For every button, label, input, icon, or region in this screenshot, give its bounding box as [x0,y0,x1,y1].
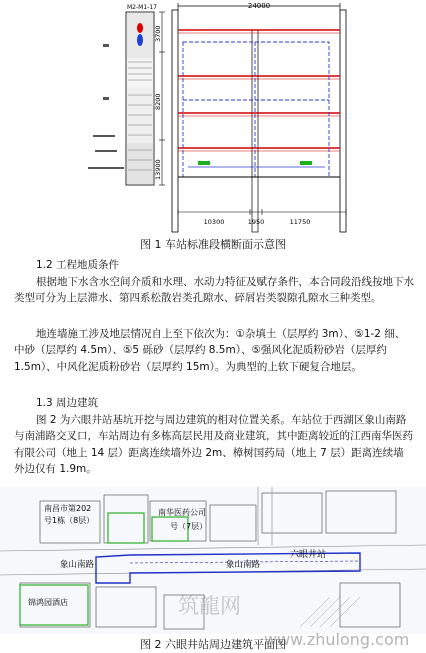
road-label-2: 象山南路 [226,560,261,570]
station-label: 六眼井站 [290,550,327,560]
section-1-2-para2: 地连墙施工涉及地层情况自上至下依次为：①杂填土（层厚约 3m）、⑤1-2 细、中砂（层厚约 4.5m）、⑤5 砾砂（层厚约 8.5m）、⑤强风化泥质粉砂岩（层厚约 1.5m）、中风化泥质粉砂岩（层厚约 15m）。为典型的上软下硬复合地层。 [14,328,406,373]
figure1-caption: 图 1 车站标准段横断面示意图 [140,238,286,251]
bldg-label-1: 南昌市第202 [44,504,92,513]
bottom-dim-3: 11750 [289,218,311,226]
top-dimension: 24000 [247,2,271,10]
section-1-2-heading: 1.2 工程地质条件 [36,259,120,271]
watermark: 筑龍网 [178,594,241,618]
watermark-url: www.zhulong.com [264,630,410,649]
bldg-label-3: 南华医药公司 [158,508,206,517]
bottom-dim-1: 10300 [203,218,225,226]
bldg-label-4: 号（7层） [170,522,208,531]
left-dim-2: 8200 [154,93,162,110]
bldg-label-2: 号1栋（8层） [44,516,95,525]
figure1-cross-section-drawing [0,0,426,235]
column-label: M2-M1-17 [127,4,157,11]
section-1-3-heading: 1.3 周边建筑 [36,397,99,409]
figure2-caption: 图 2 六眼井站周边建筑平面图 [140,638,286,651]
section-1-2-para1: 根据地下水含水空间介质和水理、水动力特征及赋存条件，本合同段沿线按地下水类型可分为上层滞水、第四系松散岩类孔隙水、碎屑岩类裂隙孔隙水三种类型。 [14,276,414,305]
left-dim-1: 3700 [154,25,162,42]
section-1-3-para1: 图 2 为六眼井站基坑开挖与周边建筑的相对位置关系。车站位于西湖区象山南路与南浦路交叉口，车站周边有多栋高层民用及商业建筑，其中距离较近的江西南华医药有限公司（地上 14 层）距离连续墙外边 2m、樟树国药局（地上 7 层）距离连续墙外边仅有 1.9m。 [14,414,413,476]
bottom-dim-2: 1950 [247,218,265,226]
road-label-1: 象山南路 [60,560,95,570]
bldg-label-5: 锦鸿园酒店 [28,598,68,607]
left-dim-3: 13900 [154,159,162,180]
